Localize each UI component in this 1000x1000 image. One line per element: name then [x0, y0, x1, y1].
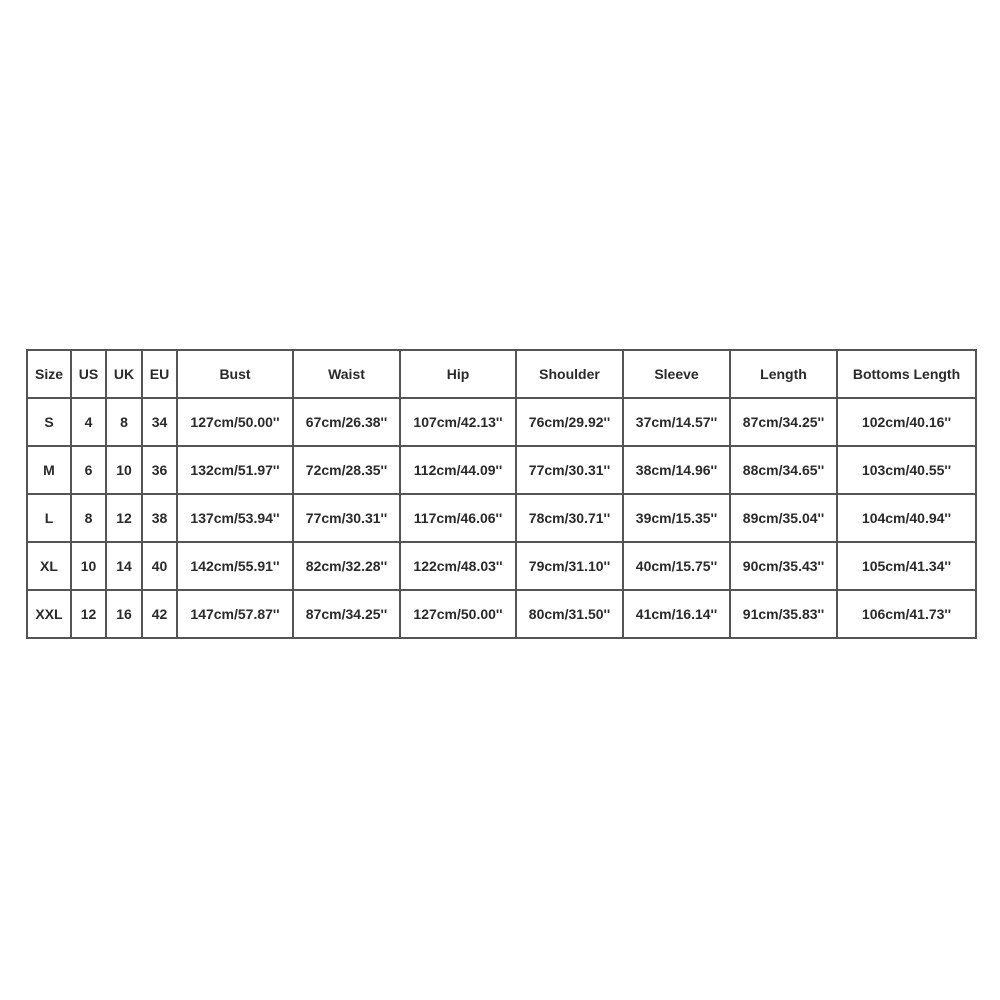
table-cell: 105cm/41.34''	[837, 542, 976, 590]
table-row	[27, 542, 976, 590]
table-cell: 137cm/53.94''	[177, 494, 293, 542]
table-cell: 87cm/34.25''	[293, 590, 400, 638]
table-cell: 90cm/35.43''	[730, 542, 837, 590]
table-cell: 36	[142, 446, 177, 494]
table-cell: S	[27, 398, 71, 446]
table-cell: 102cm/40.16''	[837, 398, 976, 446]
table-cell: 88cm/34.65''	[730, 446, 837, 494]
table-cell: XXL	[27, 590, 71, 638]
table-cell: 107cm/42.13''	[400, 398, 516, 446]
table-cell: 106cm/41.73''	[837, 590, 976, 638]
table-row	[27, 446, 976, 494]
column-header-hip: Hip	[400, 350, 516, 398]
column-header-sleeve: Sleeve	[623, 350, 730, 398]
column-header-waist: Waist	[293, 350, 400, 398]
size-chart-table	[26, 349, 977, 639]
table-cell: 117cm/46.06''	[400, 494, 516, 542]
table-cell: 89cm/35.04''	[730, 494, 837, 542]
table-cell: 142cm/55.91''	[177, 542, 293, 590]
column-header-size: Size	[27, 350, 71, 398]
column-header-us: US	[71, 350, 106, 398]
table-cell: 38	[142, 494, 177, 542]
table-cell: 14	[106, 542, 142, 590]
table-cell: 76cm/29.92''	[516, 398, 623, 446]
table-cell: 6	[71, 446, 106, 494]
table-cell: 10	[71, 542, 106, 590]
table-row	[27, 494, 976, 542]
table-cell: 127cm/50.00''	[400, 590, 516, 638]
column-header-bust: Bust	[177, 350, 293, 398]
table-cell: 77cm/30.31''	[516, 446, 623, 494]
column-header-eu: EU	[142, 350, 177, 398]
table-cell: 16	[106, 590, 142, 638]
table-cell: 112cm/44.09''	[400, 446, 516, 494]
table-cell: 8	[106, 398, 142, 446]
table-cell: 41cm/16.14''	[623, 590, 730, 638]
table-row	[27, 398, 976, 446]
table-cell: 147cm/57.87''	[177, 590, 293, 638]
table-cell: 87cm/34.25''	[730, 398, 837, 446]
column-header-shoulder: Shoulder	[516, 350, 623, 398]
table-cell: 82cm/32.28''	[293, 542, 400, 590]
table-cell: 4	[71, 398, 106, 446]
table-cell: 39cm/15.35''	[623, 494, 730, 542]
table-cell: 12	[106, 494, 142, 542]
table-cell: 80cm/31.50''	[516, 590, 623, 638]
table-cell: 40cm/15.75''	[623, 542, 730, 590]
column-header-length: Length	[730, 350, 837, 398]
table-cell: 72cm/28.35''	[293, 446, 400, 494]
table-cell: 79cm/31.10''	[516, 542, 623, 590]
table-cell: L	[27, 494, 71, 542]
table-cell: XL	[27, 542, 71, 590]
table-cell: 12	[71, 590, 106, 638]
table-cell: 103cm/40.55''	[837, 446, 976, 494]
table-row	[27, 590, 976, 638]
table-cell: 40	[142, 542, 177, 590]
table-cell: 91cm/35.83''	[730, 590, 837, 638]
table-cell: 104cm/40.94''	[837, 494, 976, 542]
table-cell: 34	[142, 398, 177, 446]
column-header-uk: UK	[106, 350, 142, 398]
table-cell: 42	[142, 590, 177, 638]
table-cell: 78cm/30.71''	[516, 494, 623, 542]
table-cell: 8	[71, 494, 106, 542]
column-header-bottoms-length: Bottoms Length	[837, 350, 976, 398]
table-cell: 38cm/14.96''	[623, 446, 730, 494]
header-row	[27, 350, 976, 398]
table-cell: 37cm/14.57''	[623, 398, 730, 446]
table-cell: 127cm/50.00''	[177, 398, 293, 446]
table-cell: 77cm/30.31''	[293, 494, 400, 542]
table-cell: 132cm/51.97''	[177, 446, 293, 494]
table-cell: 122cm/48.03''	[400, 542, 516, 590]
table-cell: M	[27, 446, 71, 494]
table-cell: 67cm/26.38''	[293, 398, 400, 446]
table-cell: 10	[106, 446, 142, 494]
